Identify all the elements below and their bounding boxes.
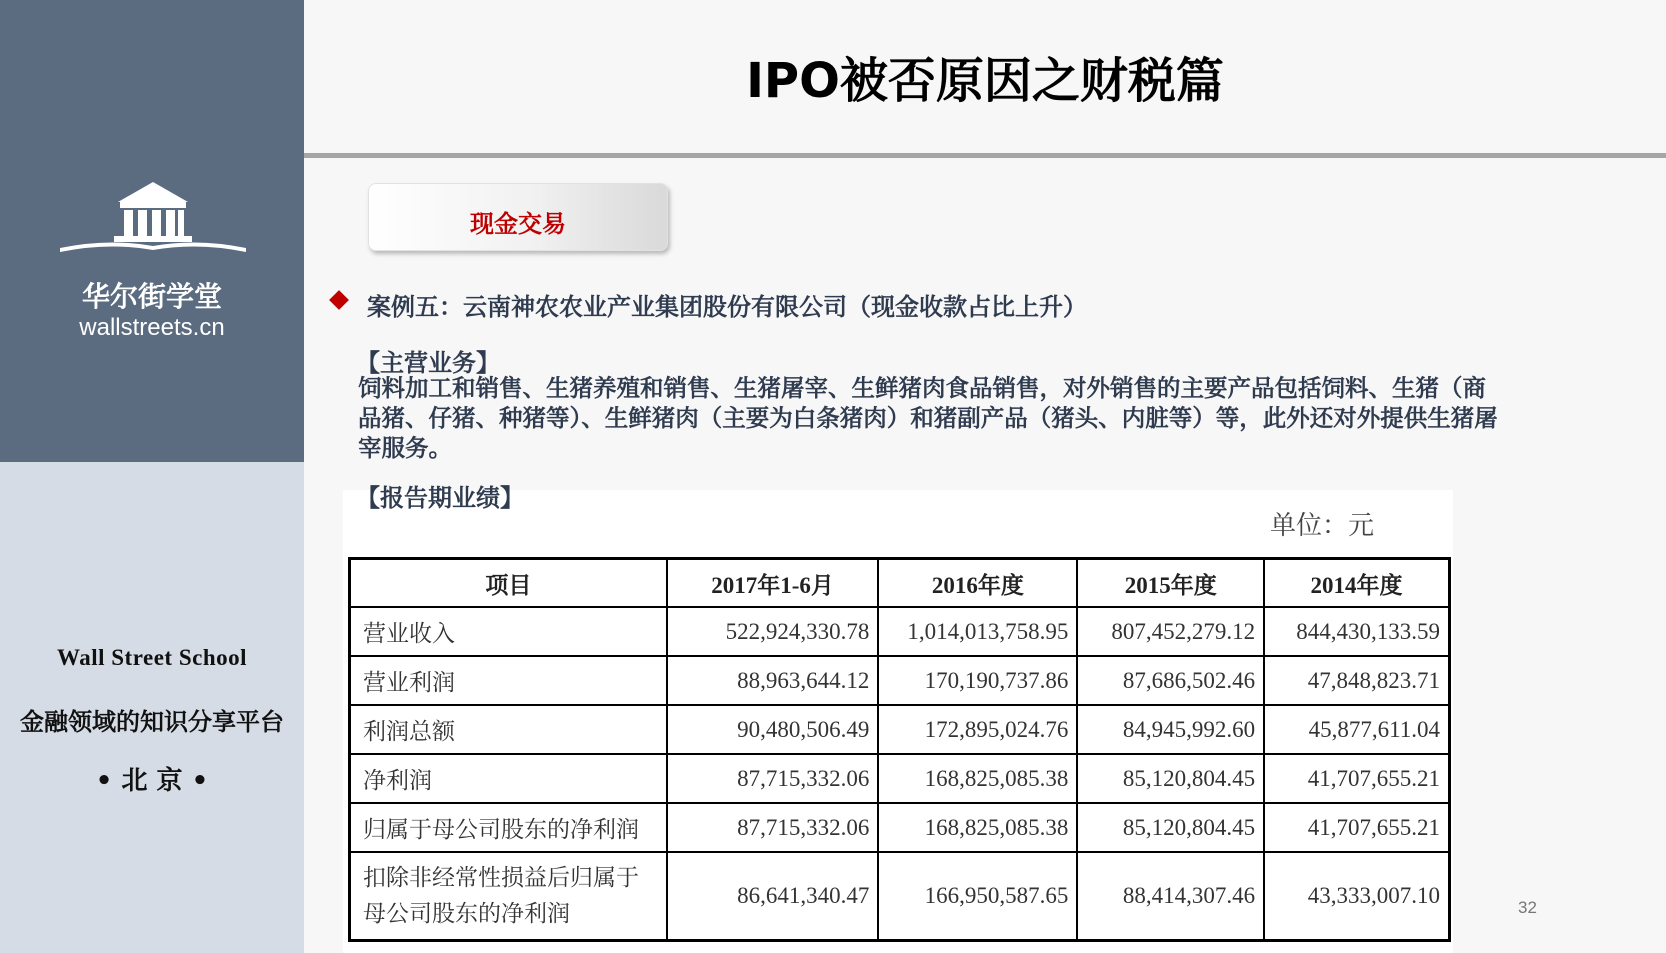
table-cell: 807,452,279.12 — [1077, 607, 1264, 656]
table-cell: 170,190,737.86 — [878, 656, 1077, 705]
table-row — [350, 705, 1450, 754]
school-slogan: 金融领域的知识分享平台 — [20, 708, 284, 736]
main-business-text: 饲料加工和销售、生猪养殖和销售、生猪屠宰、生鲜猪肉食品销售，对外销售的主要产品包括饲料、生猪（商品猪、仔猪、种猪等）、生鲜猪肉（主要为白条猪肉）和猪副产品（猪头、内脏等）等，此外还对外提供生猪屠宰服务。 — [358, 374, 1498, 462]
sidebar-brand-panel — [0, 0, 304, 462]
table-cell: 41,707,655.21 — [1264, 803, 1449, 852]
table-cell: 88,963,644.12 — [667, 656, 879, 705]
brand-domain: wallstreets.cn — [79, 314, 225, 341]
performance-heading: 【报告期业绩】 — [356, 484, 524, 512]
table-header-cell: 2014年度 — [1264, 559, 1449, 608]
tab-cash-transaction[interactable] — [368, 183, 668, 251]
table-cell: 45,877,611.04 — [1264, 705, 1449, 754]
table-cell: 90,480,506.49 — [667, 705, 879, 754]
table-cell: 844,430,133.59 — [1264, 607, 1449, 656]
table-row — [350, 607, 1450, 656]
table-row — [350, 852, 1450, 941]
table-cell: 41,707,655.21 — [1264, 754, 1449, 803]
table-header-cell: 2016年度 — [878, 559, 1077, 608]
page-number: 32 — [1518, 898, 1537, 917]
main-business-heading: 【主营业务】 — [356, 349, 500, 377]
table-header-cell: 2017年1-6月 — [667, 559, 879, 608]
table-cell: 168,825,085.38 — [878, 754, 1077, 803]
table-cell: 522,924,330.78 — [667, 607, 879, 656]
slide-title: IPO被否原因之财税篇 — [746, 53, 1224, 109]
table-cell: 166,950,587.65 — [878, 852, 1077, 941]
unit-label: 单位：元 — [1270, 511, 1375, 540]
table-cell: 47,848,823.71 — [1264, 656, 1449, 705]
table-cell: 营业收入 — [350, 607, 667, 656]
table-cell: 营业利润 — [350, 656, 667, 705]
school-city: • 北 京 • — [95, 766, 209, 796]
table-cell: 86,641,340.47 — [667, 852, 879, 941]
table-row — [350, 754, 1450, 803]
table-header-cell: 项目 — [350, 559, 667, 608]
case-title: 案例五：云南神农农业产业集团股份有限公司（现金收款占比上升） — [367, 293, 1087, 321]
classical-building-book-icon — [58, 178, 248, 256]
table-cell: 87,715,332.06 — [667, 803, 879, 852]
table-row — [350, 803, 1450, 852]
table-cell: 43,333,007.10 — [1264, 852, 1449, 941]
tab-label: 现金交易 — [470, 210, 566, 238]
table-cell: 利润总额 — [350, 705, 667, 754]
table-cell: 84,945,992.60 — [1077, 705, 1264, 754]
table-cell: 扣除非经常性损益后归属于母公司股东的净利润 — [350, 852, 667, 941]
title-divider — [304, 153, 1666, 158]
table-cell: 归属于母公司股东的净利润 — [350, 803, 667, 852]
table-cell: 1,014,013,758.95 — [878, 607, 1077, 656]
brand-name: 华尔街学堂 — [81, 280, 222, 313]
table-cell: 87,715,332.06 — [667, 754, 879, 803]
table-cell: 净利润 — [350, 754, 667, 803]
table-header-cell: 2015年度 — [1077, 559, 1264, 608]
table-header-row — [350, 559, 1450, 608]
table-cell: 172,895,024.76 — [878, 705, 1077, 754]
red-diamond-icon — [329, 290, 349, 310]
school-name-en: Wall Street School — [56, 645, 247, 670]
table-cell: 85,120,804.45 — [1077, 754, 1264, 803]
performance-table — [348, 557, 1451, 942]
table-cell: 85,120,804.45 — [1077, 803, 1264, 852]
table-row — [350, 656, 1450, 705]
table-cell: 168,825,085.38 — [878, 803, 1077, 852]
table-cell: 87,686,502.46 — [1077, 656, 1264, 705]
table-cell: 88,414,307.46 — [1077, 852, 1264, 941]
